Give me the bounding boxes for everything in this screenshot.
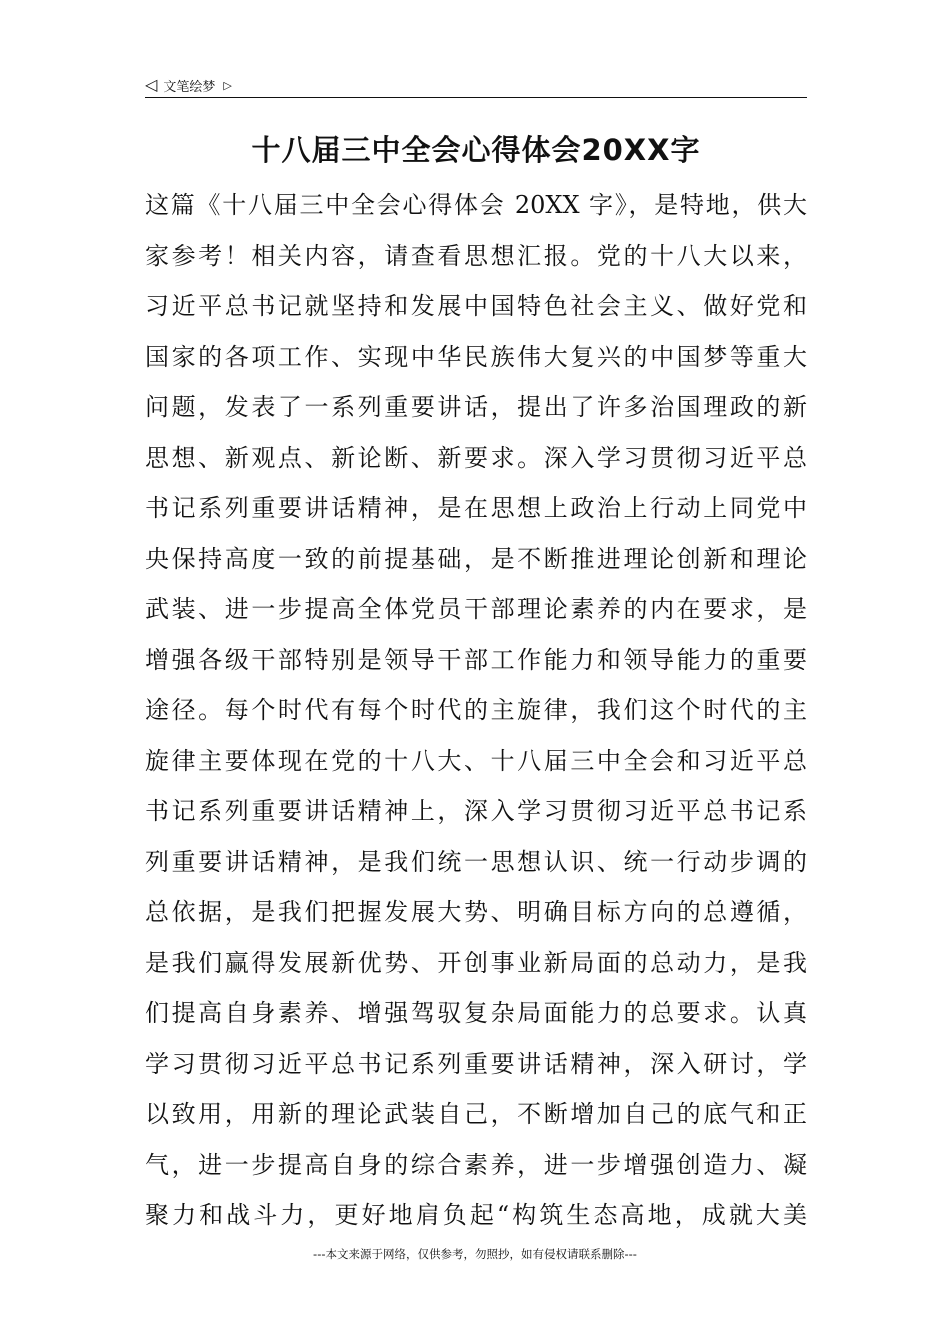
body-line: 这篇《十八届三中全会心得体会 20XX 字》，是特地，供大: [145, 191, 807, 219]
body-line: 武装、进一步提高全体党员干部理论素养的内在要求，是: [145, 595, 807, 623]
body-line: 央保持高度一致的前提基础，是不断推进理论创新和理论: [145, 544, 807, 573]
body-line: 书记系列重要讲话精神，是在思想上政治上行动上同党中: [145, 494, 807, 522]
body-line: 家参考！相关内容，请查看思想汇报。党的十八大以来，: [145, 241, 807, 270]
triangle-right-icon: ▷: [223, 78, 232, 92]
body-line: 习近平总书记就坚持和发展中国特色社会主义、做好党和: [145, 292, 807, 320]
brand-label: 文笔绘梦: [163, 79, 216, 95]
document-title: 十八届三中全会心得体会20XX字: [251, 133, 701, 167]
body-line: 总依据，是我们把握发展大势、明确目标方向的总遵循，: [145, 898, 807, 926]
body-line: 是我们赢得发展新优势、开创事业新局面的总动力，是我: [145, 948, 807, 977]
body-line: 聚力和战斗力，更好地肩负起“构筑生态高地，成就大美: [145, 1201, 807, 1229]
body-line: 旋律主要体现在党的十八大、十八届三中全会和习近平总: [145, 746, 807, 775]
body-line: 问题，发表了一系列重要讲话，提出了许多治国理政的新: [145, 393, 807, 421]
body-line: 学习贯彻习近平总书记系列重要讲话精神，深入研讨，学: [145, 1049, 807, 1078]
body-line: 气，进一步提高自身的综合素养，进一步增强创造力、凝: [145, 1150, 807, 1179]
body-line: 们提高自身素养、增强驾驭复杂局面能力的总要求。认真: [145, 999, 807, 1027]
body-line: 以致用，用新的理论武装自己，不断增加自己的底气和正: [145, 1100, 807, 1128]
body-line: 列重要讲话精神，是我们统一思想认识、统一行动步调的: [145, 847, 807, 876]
header-divider: [145, 97, 807, 98]
page-header: [145, 74, 232, 96]
body-line: 途径。每个时代有每个时代的主旋律，我们这个时代的主: [145, 696, 807, 724]
triangle-left-icon: ◁: [145, 75, 158, 94]
body-line: 思想、新观点、新论断、新要求。深入学习贯彻习近平总: [145, 443, 807, 472]
body-line: 书记系列重要讲话精神上，深入学习贯彻习近平总书记系: [145, 797, 807, 825]
document-body: [145, 180, 807, 1241]
footer-notice: ---本文来源于网络，仅供参考，勿照抄，如有侵权请联系删除---: [313, 1247, 637, 1261]
body-line: 增强各级干部特别是领导干部工作能力和领导能力的重要: [145, 645, 807, 674]
body-line: 国家的各项工作、实现中华民族伟大复兴的中国梦等重大: [145, 342, 807, 371]
